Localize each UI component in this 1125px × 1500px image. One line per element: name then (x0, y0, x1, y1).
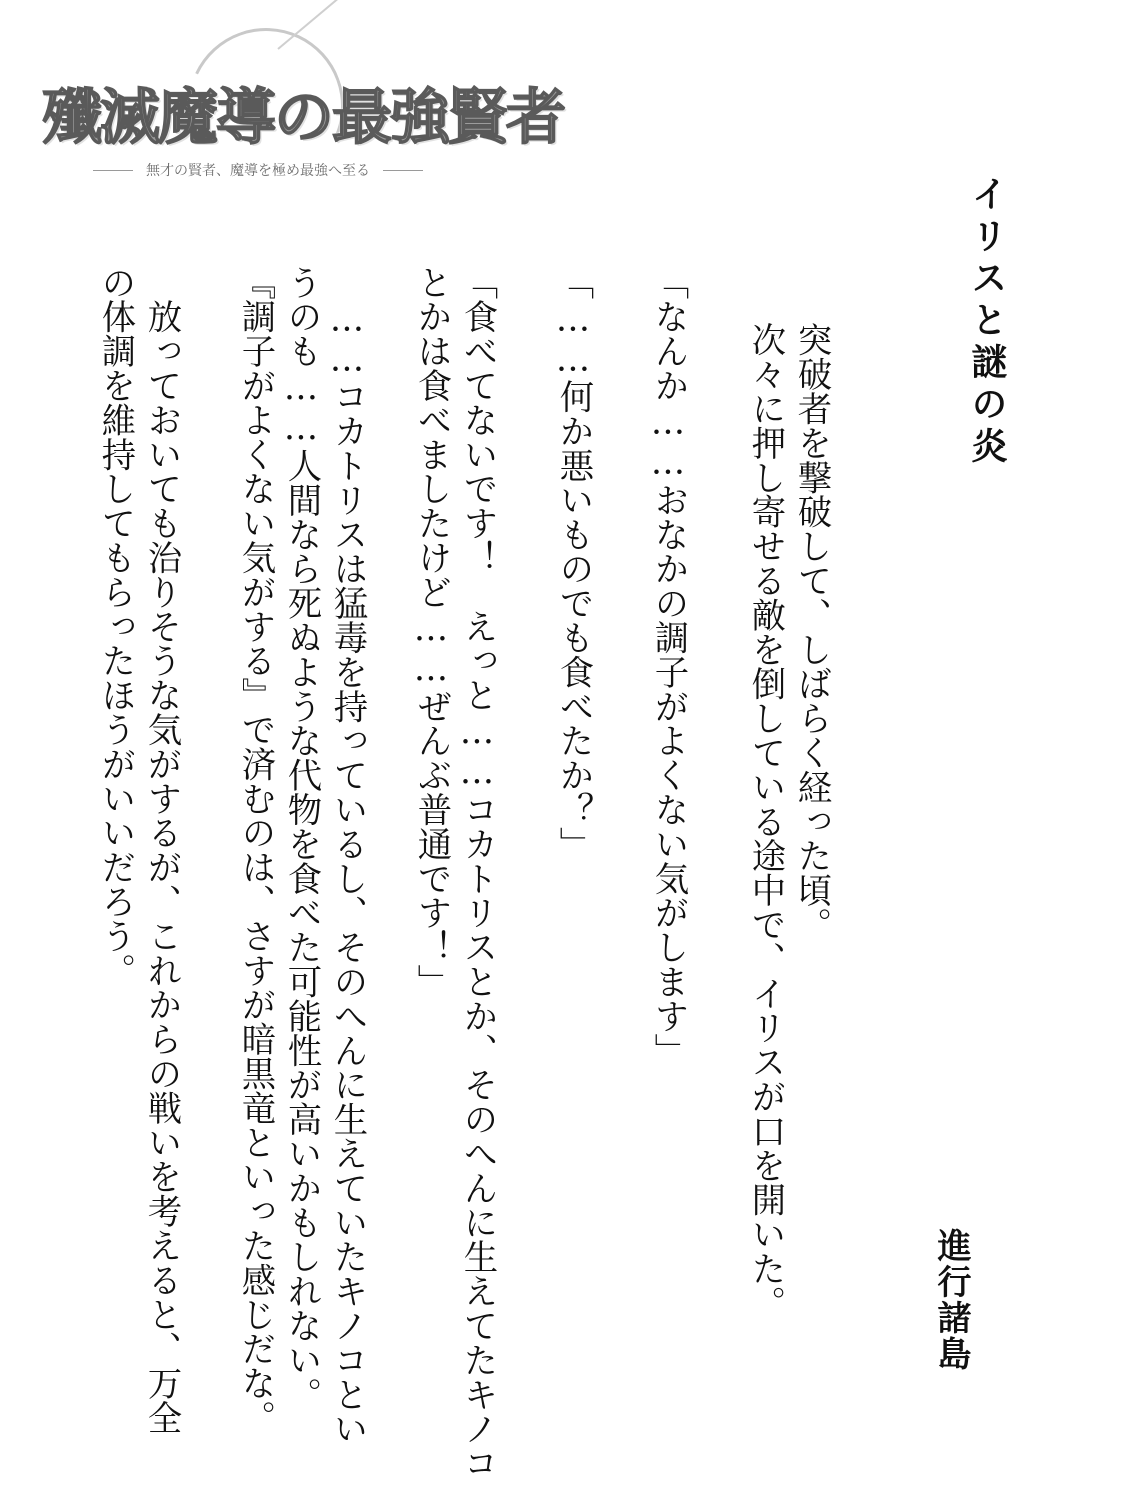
text-column: 「なんか……おなかの調子がよくない気がします」 (648, 265, 688, 1068)
text-column: うのも……人間なら死ぬような代物を食べた可能性が高いかもしれない。 (281, 265, 321, 1412)
logo-title: 殲滅魔導の最強賢者 (42, 83, 564, 153)
text-column: とかは食べましたけど……ぜんぶ普通です！」 (411, 265, 451, 999)
chapter-title: イリスと謎の炎 (966, 175, 1007, 469)
logo-subtitle-band (93, 158, 423, 184)
series-logo (38, 28, 564, 203)
text-column: ……コカトリスは猛毒を持っているし、そのへんに生えていたキノコとい (327, 265, 367, 1446)
text-column: 「食べてないです！ えっと……コカトリスとか、そのへんに生えてたキノコ (457, 265, 497, 1481)
text-column: 「……何か悪いものでも食べたか？」 (553, 265, 593, 861)
logo-subtitle: 無才の賢者、魔導を極め最強へ至る (146, 163, 370, 179)
author-name: 進行諸島 (931, 1228, 971, 1372)
text-column: の体調を維持してもらったほうがいいだろう。 (95, 265, 135, 988)
text-column: 次々に押し寄せる敵を倒している途中で、イリスが口を開いた。 (745, 288, 785, 1320)
text-column: 突破者を撃破して、しばらく経った頃。 (791, 288, 831, 942)
text-column: 『調子がよくない気がする』で済むのは、さすが暗黒竜といった感じだな。 (235, 265, 275, 1435)
text-column: 放っておいても治りそうな気がするが、これからの戦いを考えると、万全 (141, 265, 181, 1435)
